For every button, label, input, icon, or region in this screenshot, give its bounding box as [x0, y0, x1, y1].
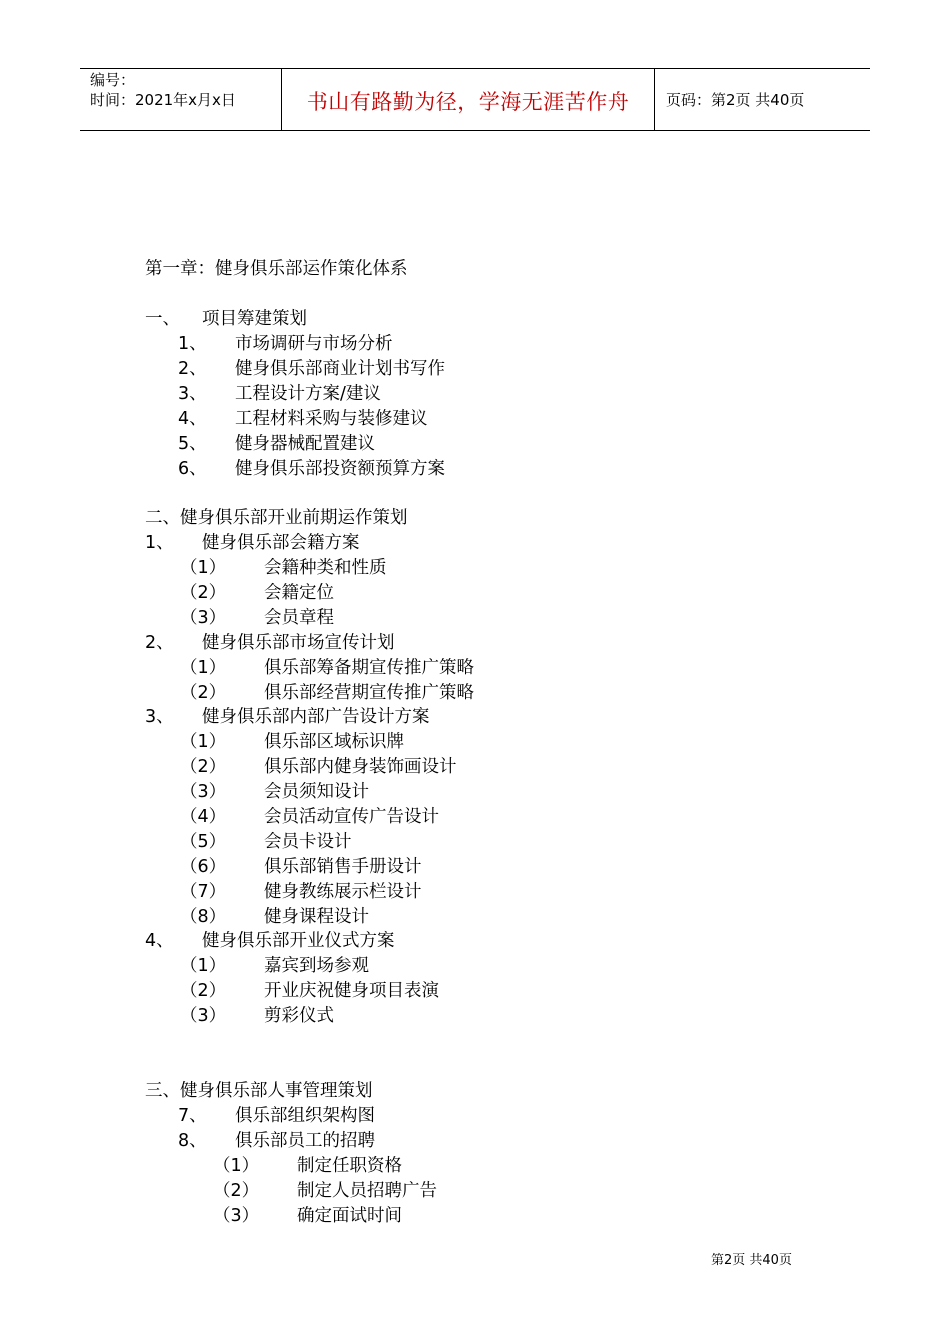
sub-item — [180, 830, 352, 854]
sub-item-number: （2） — [180, 757, 227, 777]
item-number: 1、 — [178, 334, 207, 354]
list-item — [178, 357, 445, 381]
sub-item-text: 制定任职资格 — [297, 1156, 402, 1176]
sub-item — [180, 780, 369, 804]
item-number: 3、 — [145, 707, 174, 727]
sub-item-number: （1） — [180, 658, 227, 678]
sub-item-number: （1） — [180, 558, 227, 578]
item-text: 健身俱乐部内部广告设计方案 — [202, 707, 430, 727]
item-number: 2、 — [178, 359, 207, 379]
list-item — [145, 531, 360, 555]
sub-item — [180, 556, 387, 580]
item-number: 2、 — [145, 633, 174, 653]
sub-item-number: （2） — [180, 981, 227, 1001]
list-item — [178, 382, 381, 406]
sub-item-text: 俱乐部销售手册设计 — [264, 857, 422, 877]
sub-item — [180, 606, 334, 630]
sub-item-number: （1） — [180, 956, 227, 976]
serial-label: 编号： — [90, 71, 136, 89]
sub-item-number: （5） — [180, 832, 227, 852]
sub-item-text: 健身教练展示栏设计 — [264, 882, 422, 902]
item-text: 健身俱乐部市场宣传计划 — [202, 633, 395, 653]
item-number: 4、 — [145, 931, 174, 951]
item-number: 8、 — [178, 1131, 207, 1151]
sub-item-number: （2） — [213, 1181, 260, 1201]
sub-item-text: 会员章程 — [264, 608, 334, 628]
sub-item — [180, 805, 439, 829]
sub-item-number: （7） — [180, 882, 227, 902]
section-number: 一、 — [145, 309, 180, 329]
item-text: 健身俱乐部开业仪式方案 — [202, 931, 395, 951]
item-text: 健身俱乐部会籍方案 — [202, 533, 360, 553]
item-number: 1、 — [145, 533, 174, 553]
item-text: 健身俱乐部商业计划书写作 — [235, 359, 445, 379]
list-item — [145, 705, 430, 729]
sub-item — [180, 954, 369, 978]
sub-item-text: 嘉宾到场参观 — [264, 956, 369, 976]
sub-item-text: 制定人员招聘广告 — [297, 1181, 437, 1201]
list-item — [178, 1104, 375, 1128]
sub-item-text: 确定面试时间 — [297, 1206, 402, 1226]
sub-item-number: （3） — [180, 782, 227, 802]
section-title: 项目筹建策划 — [202, 309, 307, 329]
item-text: 工程材料采购与装修建议 — [235, 409, 428, 429]
sub-item — [213, 1154, 402, 1178]
item-number: 3、 — [178, 384, 207, 404]
item-text: 市场调研与市场分析 — [235, 334, 393, 354]
item-text: 俱乐部员工的招聘 — [235, 1131, 375, 1151]
sub-item — [180, 979, 439, 1003]
sub-item-number: （1） — [180, 732, 227, 752]
sub-item-text: 俱乐部经营期宣传推广策略 — [264, 683, 474, 703]
header-left-cell — [90, 70, 236, 110]
sub-item — [180, 656, 474, 680]
header-top-rule — [80, 68, 870, 69]
item-number: 7、 — [178, 1106, 207, 1126]
sub-item-number: （2） — [180, 683, 227, 703]
header-divider-right — [654, 68, 655, 130]
sub-item — [180, 730, 404, 754]
sub-item-text: 会员须知设计 — [264, 782, 369, 802]
section2-heading: 二、健身俱乐部开业前期运作策划 — [145, 508, 408, 528]
sub-item-number: （3） — [180, 608, 227, 628]
sub-item-text: 会籍定位 — [264, 583, 334, 603]
header-motto: 书山有路勤为径，学海无涯苦作舟 — [306, 90, 630, 114]
list-item — [178, 1129, 375, 1153]
sub-item — [180, 880, 422, 904]
sub-item — [213, 1204, 402, 1228]
sub-item-number: （3） — [180, 1006, 227, 1026]
list-item — [178, 407, 428, 431]
item-number: 5、 — [178, 434, 207, 454]
sub-item-text: 俱乐部区域标识牌 — [264, 732, 404, 752]
item-number: 6、 — [178, 459, 207, 479]
section3-heading: 三、健身俱乐部人事管理策划 — [145, 1081, 373, 1101]
list-item — [178, 432, 375, 456]
section1-heading — [145, 307, 307, 331]
time-label: 时间：2021年x月x日 — [90, 91, 236, 109]
sub-item — [180, 681, 474, 705]
list-item — [178, 332, 393, 356]
sub-item-number: （6） — [180, 857, 227, 877]
item-number: 4、 — [178, 409, 207, 429]
sub-item-number: （1） — [213, 1156, 260, 1176]
item-text: 健身器械配置建议 — [235, 434, 375, 454]
sub-item-number: （2） — [180, 583, 227, 603]
sub-item-text: 俱乐部内健身装饰画设计 — [264, 757, 457, 777]
item-text: 健身俱乐部投资额预算方案 — [235, 459, 445, 479]
list-item — [178, 457, 445, 481]
sub-item-number: （8） — [180, 907, 227, 927]
header-page-info: 页码：第2页 共40页 — [666, 91, 805, 109]
sub-item-number: （4） — [180, 807, 227, 827]
sub-item-text: 俱乐部筹备期宣传推广策略 — [264, 658, 474, 678]
chapter-title: 第一章：健身俱乐部运作策化体系 — [145, 259, 408, 279]
sub-item-number: （3） — [213, 1206, 260, 1226]
sub-item — [180, 1004, 334, 1028]
sub-item — [180, 755, 457, 779]
sub-item-text: 会籍种类和性质 — [264, 558, 387, 578]
sub-item — [180, 905, 369, 929]
page-footer: 第2页 共40页 — [711, 1253, 792, 1268]
item-text: 俱乐部组织架构图 — [235, 1106, 375, 1126]
sub-item-text: 会员活动宣传广告设计 — [264, 807, 439, 827]
sub-item — [213, 1179, 437, 1203]
sub-item-text: 开业庆祝健身项目表演 — [264, 981, 439, 1001]
sub-item-text: 会员卡设计 — [264, 832, 352, 852]
item-text: 工程设计方案/建议 — [235, 384, 381, 404]
header-bottom-rule — [80, 130, 870, 131]
list-item — [145, 929, 395, 953]
sub-item — [180, 581, 334, 605]
sub-item — [180, 855, 422, 879]
sub-item-text: 健身课程设计 — [264, 907, 369, 927]
list-item — [145, 631, 395, 655]
sub-item-text: 剪彩仪式 — [264, 1006, 334, 1026]
